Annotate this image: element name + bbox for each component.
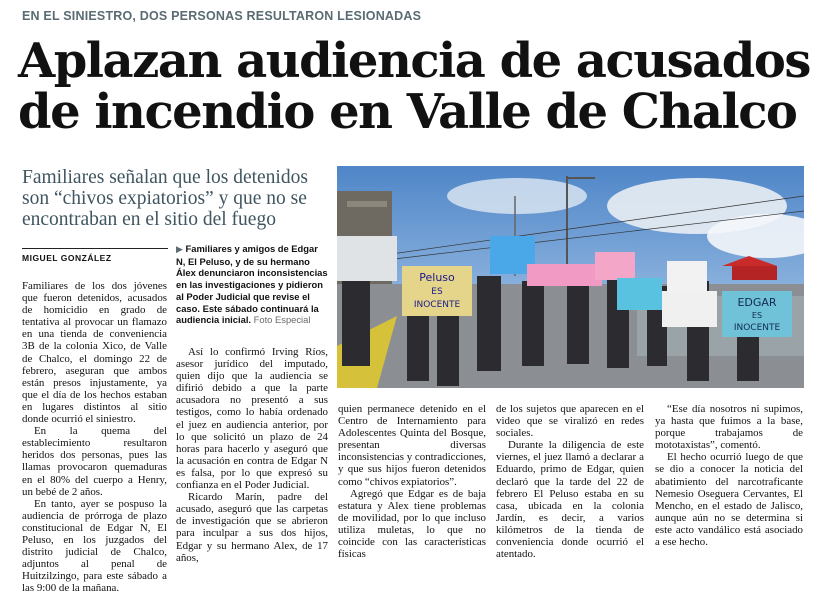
sign-text-2: ES — [431, 287, 443, 297]
caption-arrow-icon: ▶ — [176, 244, 183, 254]
paragraph: En la quema del establecimiento resultaron heridos dos personas, pues las llamas provocaron quemaduras en el 80% del cuerpo a Henry, un bebé de 2 años. — [22, 425, 167, 498]
sign-text-3: INOCENTE — [413, 300, 461, 310]
paragraph: quien permanece detenido en el Centro de Internamiento para Adolescentes Quinta del Bosque, presentan diversas inconsistencias y contradicciones, y que sus hijos fueron detenidos como “chivos expiatorios”. — [338, 403, 486, 488]
paragraph: “Ese día nosotros ni supimos, ya hasta que fuimos a la base, porque trabajamos de mototaxistas”, comentó. — [655, 403, 803, 452]
paragraph: El hecho ocurrió luego de que se dio a conocer la noticia del abatimiento del narcotraficante Nemesio Oseguera Cervantes, El Mencho, en el estado de Jalisco, aunque aún no se determina si este acto vandálico está asociado a ese hecho. — [655, 451, 803, 549]
headline-line-2: de incendio en Valle de Chalco — [18, 84, 797, 140]
kicker: EN EL SINIESTRO, DOS PERSONAS RESULTARON LESIONADAS — [22, 9, 422, 23]
caption-text: Familiares y amigos de Edgar N, El Peluso, y de su hermano Álex denunciaron inconsistencias en las investigaciones y pidieron al Poder Judicial que revise el caso. Este sábado continuará la audiencia inicial. — [176, 243, 328, 326]
headline-line-1: Aplazan audiencia de acusados — [18, 33, 810, 89]
article-column-2 — [176, 346, 328, 564]
sign-text-1: Peluso — [419, 271, 455, 284]
news-photo — [337, 166, 804, 388]
paragraph: de los sujetos que aparecen en el video que se viralizó en redes sociales. — [496, 403, 644, 440]
article-column-5 — [655, 403, 803, 548]
photo-caption — [176, 243, 328, 326]
sign-text-5: ES — [751, 311, 763, 320]
paragraph: Agregó que Edgar es de baja estatura y Alex tiene problemas de movilidad, por lo que incluso utiliza muletas, lo que no coincide con las características físicas — [338, 487, 486, 561]
article-column-4 — [496, 403, 644, 560]
paragraph: Ricardo Marín, padre del acusado, aseguró que las carpetas de investigación que se abrieron para inculpar a sus dos hijos, Edgar y su hermano Alex, de 17 años, — [176, 491, 328, 564]
paragraph: Durante la diligencia de este viernes, el juez llamó a declarar a Eduardo, primo de Edgar, quien declaró que la tarde del 22 de febrero El Peluso estaba en su casa, ubicada en la colonia Jardín, es decir, a varios kilómetros de la tienda de conveniencia donde ocurrió el atentado. — [496, 439, 644, 561]
paragraph: En tanto, ayer se pospuso la audiencia de prórroga de plazo constitucional de Edgar N, El Peluso, en los juzgados del distrito judicial de Chalco, adjuntos al penal de Huitzilzingo, para este sábado a las 9:00 de la mañana. — [22, 497, 167, 594]
subheadline: Familiares señalan que los detenidos son “chivos expiatorios” y que no se encontraban en el sitio del fuego — [22, 167, 308, 230]
photo-credit: Foto Especial — [253, 314, 311, 326]
paragraph: Así lo confirmó Irving Ríos, asesor jurídico del imputado, quien dijo que la audiencia se difirió debido a que la parte acusadora no presentó a sus testigos, como lo había ordenado el juez en audiencia anterior, por lo que solicitó un plazo de 24 horas para hacerlo y aseguró que la acusación en contra de Edgar N es falsa, por lo que expresó su confianza en el Poder Judicial. — [176, 346, 328, 492]
article-column-3 — [338, 403, 486, 560]
byline: MIGUEL GONZÁLEZ — [22, 248, 168, 263]
headline — [18, 33, 818, 140]
paragraph: Familiares de los dos jóvenes que fueron detenidos, acusados de homicidio en grado de tentativa al provocar un flamazo en una tienda de conveniencia 3B de la colonia Xico, de Valle de Chalco, el domingo 22 de febrero, aseguran que ambos están presos injustamente, ya que el día de los hechos estaban en lugares distintos al sitio donde ocurrió el siniestro. — [22, 280, 167, 426]
sign-text-6: INOCENTE — [733, 323, 781, 333]
article-column-1 — [22, 280, 167, 594]
sign-text-4: EDGAR — [737, 296, 777, 309]
protest-photo-illustration — [337, 166, 804, 388]
